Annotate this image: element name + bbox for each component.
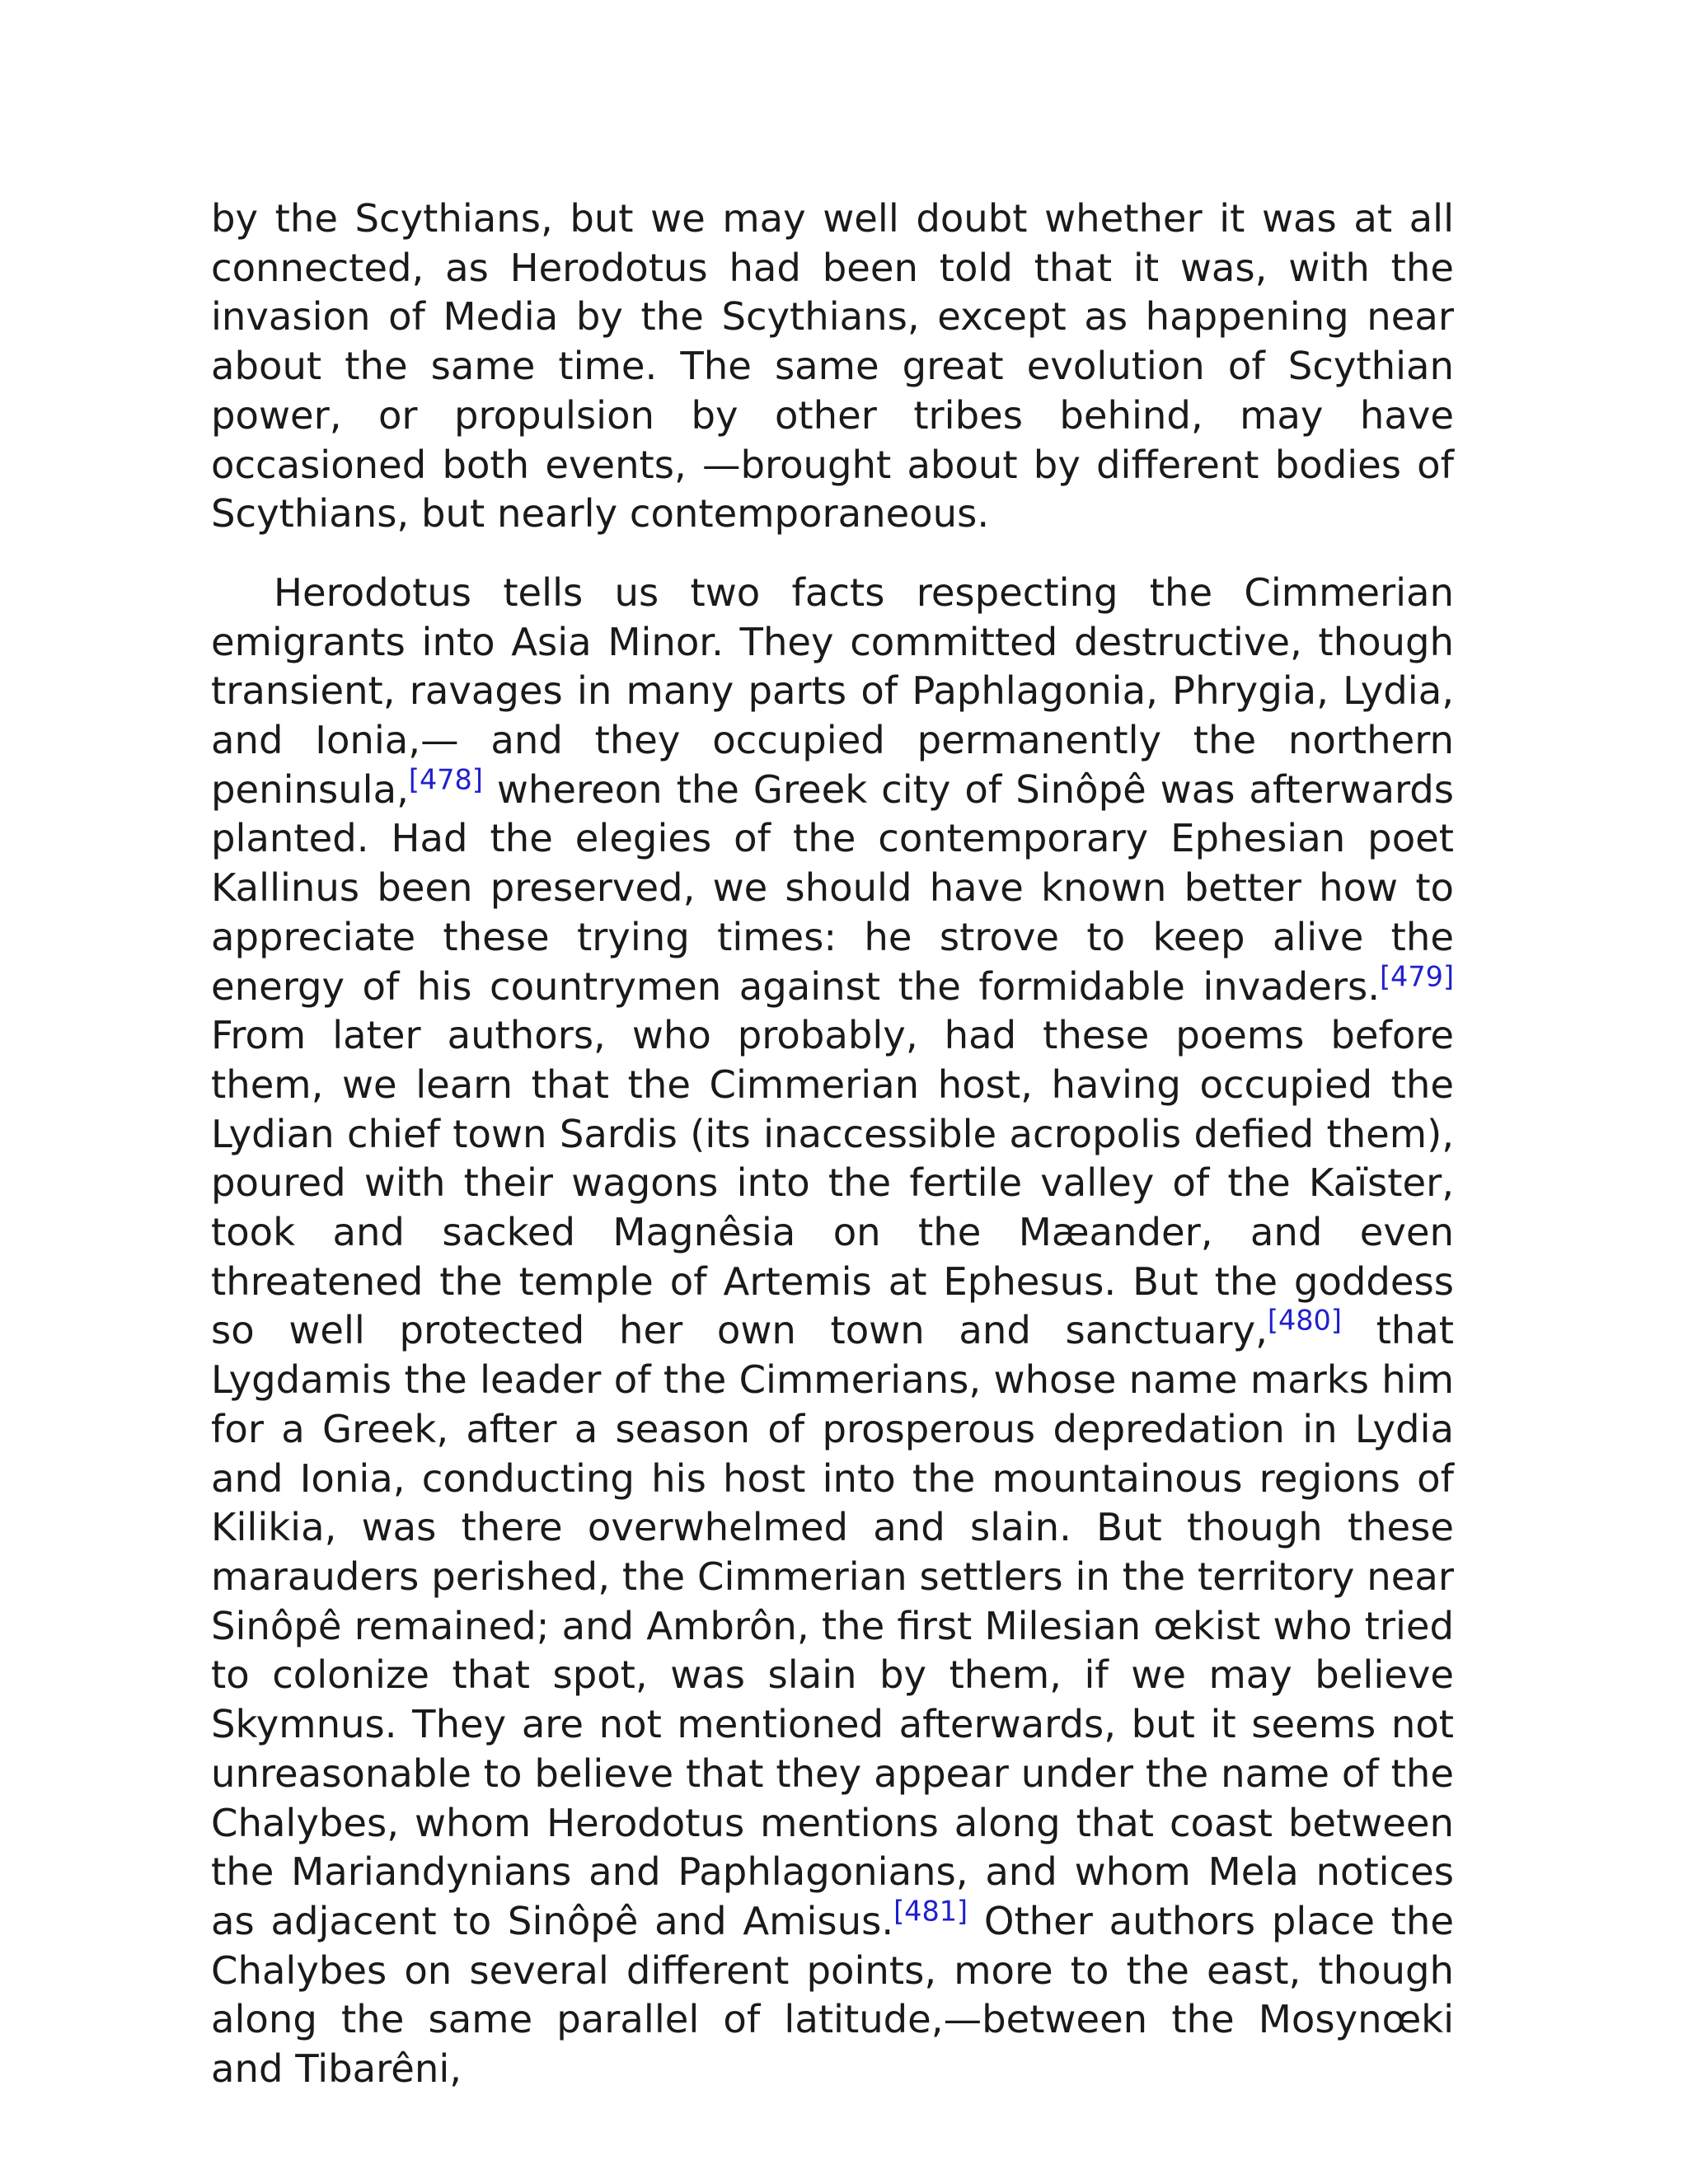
footnote-link-478[interactable]: [478]	[408, 763, 483, 796]
footnote-link-481[interactable]: [481]	[893, 1895, 968, 1928]
paragraph-1	[211, 194, 1454, 539]
paragraph-2-text-3: From later authors, who probably, had these poems before them, we learn that the Cimmerian host, having occupied the Lydian chief town Sardis (its inaccessible acropolis defied them), poured with their wagons into the fertile valley of the Kaïster, took and sacked Magnêsia on the Mæander, and even threatened the temple of Artemis at Ephesus. But the goddess so well protected her own town and sanctuary,	[211, 1013, 1454, 1353]
paragraph-2-text-2: whereon the Greek city of Sinôpê was afterwards planted. Had the elegies of the contemporary Ephesian poet Kallinus been preserved, we should have known better how to appreciate these trying times: he strove to keep alive the energy of his countrymen against the formidable invaders.	[211, 766, 1454, 1009]
page-body	[211, 194, 1454, 2094]
paragraph-2-text-4: that Lygdamis the leader of the Cimmerians, whose name marks him for a Greek, after a season of prosperous depredation in Lydia and Ionia, conducting his host into the mountainous regions of Kilikia, was there overwhelmed and slain. But though these marauders perished, the Cimmerian settlers in the territory near Sinôpê remained; and Ambrôn, the first Milesian œkist who tried to colonize that spot, was slain by them, if we may believe Skymnus. They are not mentioned afterwards, but it seems not unreasonable to believe that they appear under the name of the Chalybes, whom Herodotus mentions along that coast between the Mariandynians and Paphlagonians, and whom Mela notices as adjacent to Sinôpê and Amisus.	[211, 1308, 1454, 1943]
paragraph-2	[211, 569, 1454, 2094]
paragraph-2-text-5: Other authors place the Chalybes on several different points, more to the east, though along the same parallel of latitude,—between the Mosynœki and Tibarêni,	[211, 1898, 1454, 2092]
footnote-link-480[interactable]: [480]	[1267, 1304, 1342, 1337]
paragraph-2-text-1: Herodotus tells us two facts respecting the Cimmerian emigrants into Asia Minor. They committed destructive, though transient, ravages in many parts of Paphlagonia, Phrygia, Lydia, and Ionia,— and they occupied permanently the northern peninsula,	[211, 569, 1454, 812]
footnote-link-479[interactable]: [479]	[1380, 960, 1454, 993]
paragraph-1-text: by the Scythians, but we may well doubt whether it was at all connected, as Herodotus had been told that it was, with the invasion of Media by the Scythians, except as happening near about the same time. The same great evolution of Scythian power, or propulsion by other tribes behind, may have occasioned both events, —brought about by different bodies of Scythians, but nearly contemporaneous.	[211, 196, 1454, 537]
